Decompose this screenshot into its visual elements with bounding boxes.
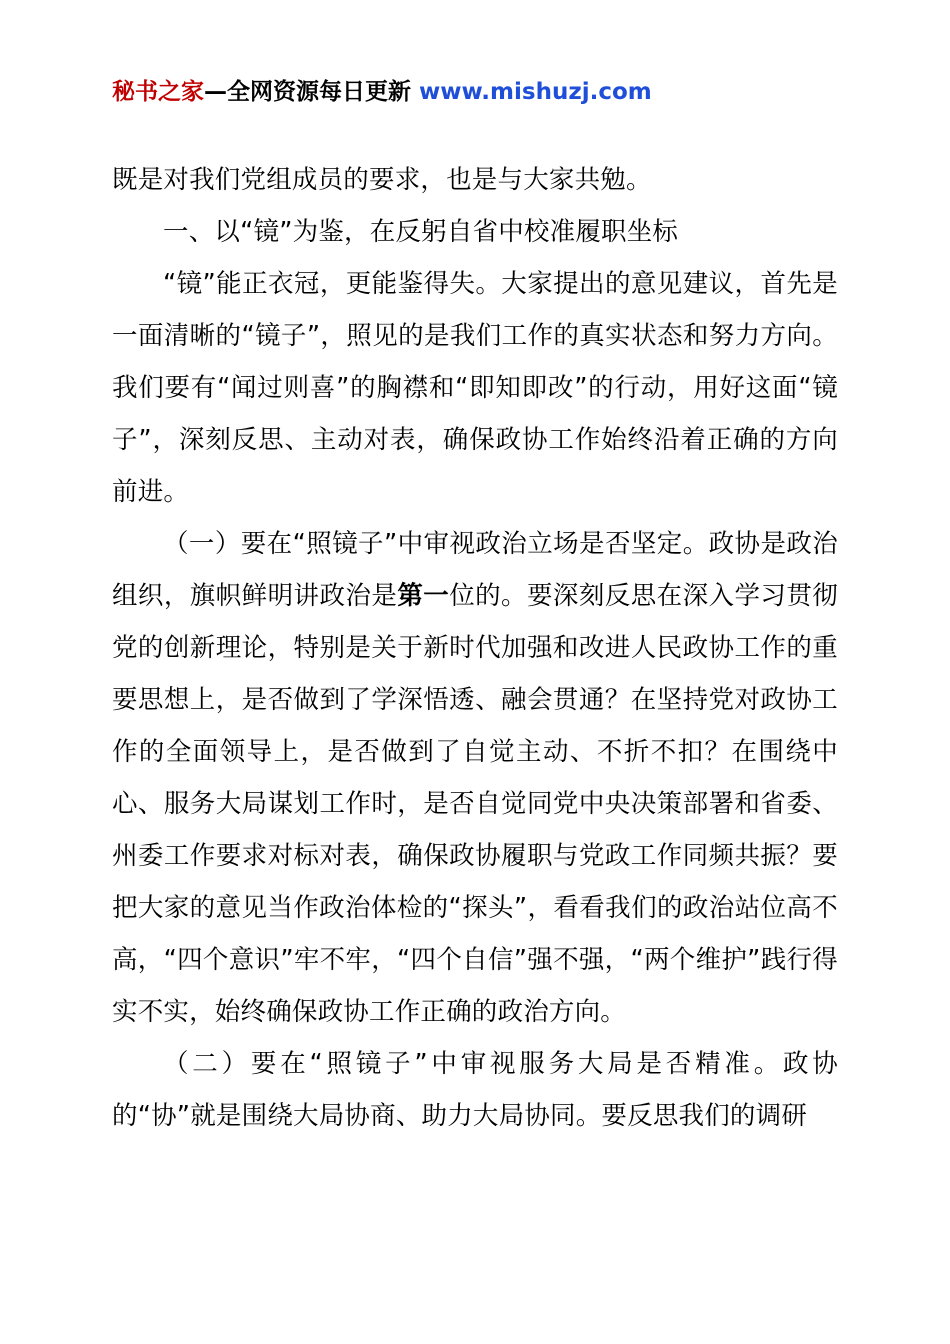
paragraph-with-emphasis <box>112 518 838 1038</box>
section-heading: 一、以“镜”为鉴，在反躬自省中校准履职坐标 <box>163 216 679 247</box>
site-brand: 秘书之家 <box>112 79 204 105</box>
paragraph: 既是对我们党组成员的要求，也是与大家共勉。 <box>112 164 652 195</box>
paragraph-segment-bold: 第一 <box>397 580 450 611</box>
paragraph: （二）要在“照镜子”中审视服务大局是否精准。政协的“协”就是围绕大局协商、助力大局协同。要反思我们的调研 <box>112 1048 838 1131</box>
paragraph-segment: （一）要在“照镜子”中审视政治立场是否坚定。政协是政治组织，旗帜鲜明讲政治是 <box>112 528 838 611</box>
site-header <box>112 78 838 108</box>
site-url[interactable]: www.mishuzj.com <box>419 79 652 105</box>
paragraph-segment: 位的。要深刻反思在深入学习贯彻党的创新理论，特别是关于新时代加强和改进人民政协工作的重要思想上，是否做到了学深悟透、融会贯通？在坚持党对政协工作的全面领导上，是否做到了自觉主动、不折不扣？在围绕中心、服务大局谋划工作时，是否自觉同党中央决策部署和省委、州委工作要求对标对表，确保政协履职与党政工作同频共振？要把大家的意见当作政治体检的“探头”，看看我们的政治站位高不高，“四个意识”牢不牢，“四个自信”强不强，“两个维护”践行得实不实，始终确保政协工作正确的政治方向。 <box>112 580 838 1027</box>
paragraph: “镜”能正衣冠，更能鉴得失。大家提出的意见建议，首先是一面清晰的“镜子”，照见的是我们工作的真实状态和努力方向。我们要有“闻过则喜”的胸襟和“即知即改”的行动，用好这面“镜子”，深刻反思、主动对表，确保政协工作始终沿着正确的方向前进。 <box>112 268 838 507</box>
site-tagline: —全网资源每日更新 <box>204 79 420 105</box>
document-body <box>112 154 838 1142</box>
